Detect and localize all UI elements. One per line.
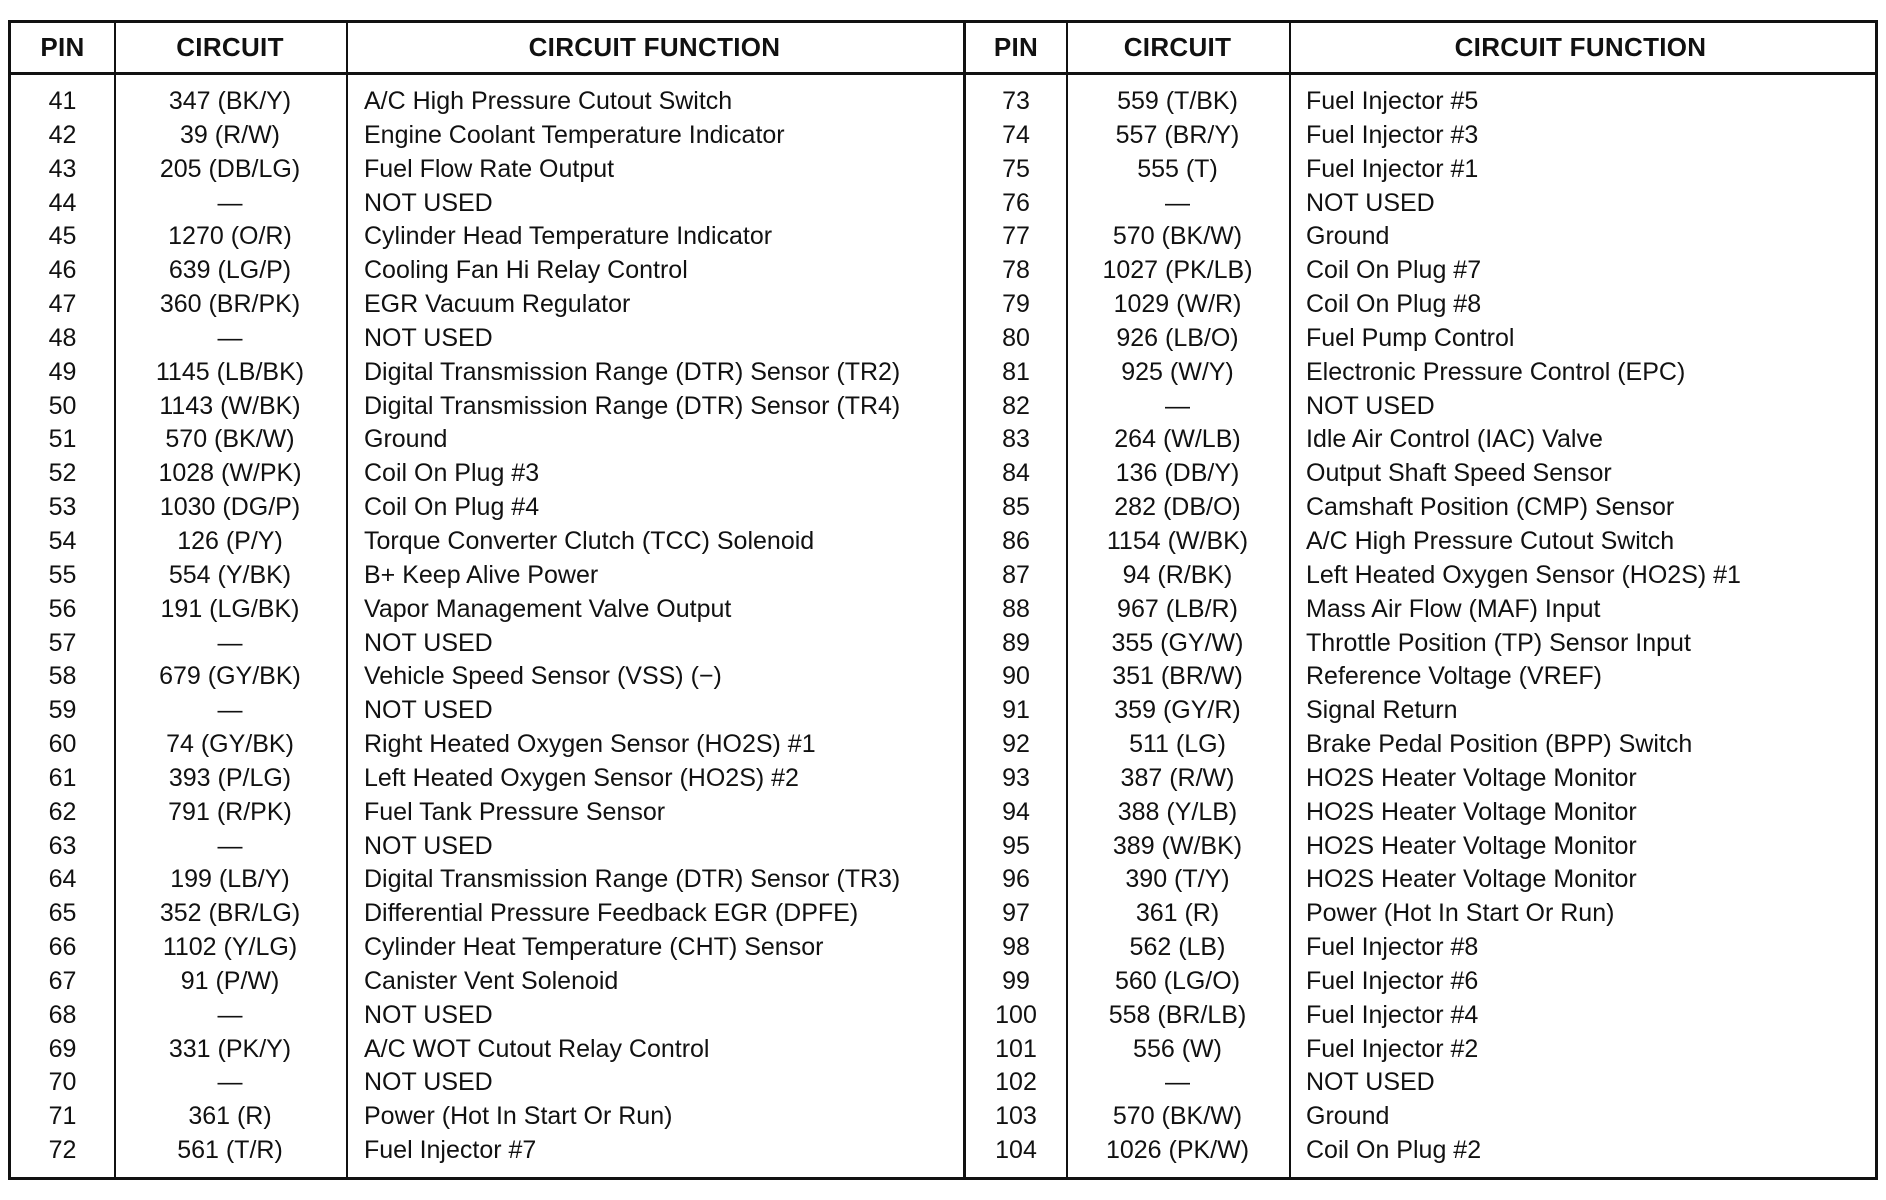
circuit-cell: —	[1165, 391, 1190, 420]
table-row	[966, 660, 1875, 694]
table-row	[966, 423, 1875, 457]
table-row	[966, 390, 1875, 424]
pin-cell: 93	[1002, 763, 1030, 792]
pin-cell: 64	[48, 865, 77, 894]
table-row	[11, 728, 963, 762]
table-row	[11, 1066, 963, 1100]
pin-cell: 51	[48, 425, 77, 454]
function-cell: Coil On Plug #8	[1306, 290, 1482, 319]
circuit-cell: 205 (DB/LG)	[159, 154, 301, 183]
pin-cell: 63	[48, 831, 77, 860]
table-row	[11, 119, 963, 153]
table-row	[966, 85, 1875, 119]
table-row	[11, 863, 963, 897]
table-row	[966, 1100, 1875, 1134]
circuit-cell: 557 (BR/Y)	[1115, 120, 1240, 149]
table-row	[966, 627, 1875, 661]
function-cell: Throttle Position (TP) Sensor Input	[1306, 628, 1691, 657]
circuit-cell: 393 (P/LG)	[168, 763, 292, 792]
pin-cell: 49	[48, 357, 77, 386]
table-row	[11, 796, 963, 830]
circuit-cell: —	[217, 628, 243, 657]
circuit-cell: 191 (LG/BK)	[160, 594, 300, 623]
pin-cell: 43	[48, 154, 77, 183]
function-cell: Fuel Pump Control	[1306, 323, 1515, 352]
circuit-cell: 74 (GY/BK)	[166, 730, 294, 759]
circuit-cell: 282 (DB/O)	[1114, 493, 1241, 522]
circuit-cell: 91 (P/W)	[180, 966, 280, 995]
table-row	[11, 965, 963, 999]
circuit-cell: 359 (GY/R)	[1114, 696, 1241, 725]
circuit-cell: 560 (LG/O)	[1114, 966, 1241, 995]
function-cell: Fuel Injector #2	[1306, 1034, 1479, 1063]
function-cell: Vehicle Speed Sensor (VSS) (−)	[364, 662, 722, 691]
pin-cell: 89	[1002, 628, 1030, 657]
function-cell: NOT USED	[364, 696, 493, 725]
table-row	[966, 694, 1875, 728]
function-cell: Digital Transmission Range (DTR) Sensor (TR4)	[364, 391, 901, 420]
table-row	[11, 390, 963, 424]
function-cell: Ground	[1306, 222, 1390, 251]
function-cell: Signal Return	[1306, 696, 1458, 725]
table-row	[11, 559, 963, 593]
circuit-cell: 558 (BR/LB)	[1108, 1000, 1247, 1029]
function-cell: NOT USED	[364, 1068, 493, 1097]
circuit-cell: 1270 (O/R)	[168, 222, 292, 251]
table-row	[11, 288, 963, 322]
circuit-cell: 126 (P/Y)	[177, 526, 283, 555]
pin-cell: 44	[48, 188, 77, 217]
rows-left	[11, 85, 963, 1168]
table-row	[966, 457, 1875, 491]
table-row	[11, 830, 963, 864]
pin-cell: 88	[1002, 594, 1030, 623]
function-cell: NOT USED	[364, 831, 493, 860]
circuit-cell: —	[1165, 1068, 1190, 1097]
function-cell: Canister Vent Solenoid	[364, 966, 619, 995]
pin-cell: 87	[1002, 560, 1030, 589]
function-cell: Right Heated Oxygen Sensor (HO2S) #1	[364, 730, 816, 759]
circuit-cell: 570 (BK/W)	[1112, 222, 1243, 251]
table-row	[966, 322, 1875, 356]
circuit-cell: 360 (BR/PK)	[159, 290, 301, 319]
circuit-cell: 791 (R/PK)	[168, 797, 292, 826]
function-cell: NOT USED	[364, 1000, 493, 1029]
function-cell: NOT USED	[1306, 188, 1435, 217]
function-cell: Ground	[1306, 1102, 1390, 1131]
pin-cell: 102	[995, 1068, 1037, 1097]
table-row	[966, 187, 1875, 221]
table-row	[11, 187, 963, 221]
function-cell: NOT USED	[364, 628, 493, 657]
table-row	[966, 965, 1875, 999]
circuit-cell: 556 (W)	[1133, 1034, 1222, 1063]
circuit-cell: 199 (LB/Y)	[170, 865, 290, 894]
pin-cell: 54	[48, 526, 77, 555]
pin-cell: 92	[1002, 730, 1030, 759]
function-cell: A/C High Pressure Cutout Switch	[364, 87, 733, 115]
circuit-cell: 1143 (W/BK)	[159, 391, 301, 420]
pin-cell: 77	[1002, 222, 1030, 251]
pin-cell: 68	[48, 1000, 77, 1029]
function-cell: Power (Hot In Start Or Run)	[1306, 899, 1615, 928]
pin-cell: 71	[48, 1102, 77, 1131]
function-cell: Fuel Injector #5	[1306, 87, 1479, 115]
table-row	[11, 627, 963, 661]
pin-cell: 62	[48, 797, 77, 826]
table-row	[11, 1100, 963, 1134]
pin-cell: 46	[48, 256, 77, 285]
circuit-cell: 967 (LB/R)	[1117, 594, 1238, 623]
circuit-cell: 94 (R/BK)	[1122, 560, 1233, 589]
function-cell: HO2S Heater Voltage Monitor	[1306, 865, 1637, 894]
function-cell: Cooling Fan Hi Relay Control	[364, 256, 688, 285]
table-row	[11, 356, 963, 390]
circuit-cell: —	[217, 323, 243, 352]
circuit-cell: 1102 (Y/LG)	[162, 933, 298, 962]
pin-cell: 99	[1002, 966, 1030, 995]
circuit-cell: 361 (R)	[188, 1102, 272, 1131]
table-row	[11, 254, 963, 288]
function-cell: Fuel Injector #1	[1306, 154, 1479, 183]
pin-cell: 74	[1002, 120, 1030, 149]
pin-cell: 97	[1002, 899, 1030, 928]
header-circuit-function: CIRCUIT FUNCTION	[1454, 32, 1707, 62]
pin-cell: 85	[1002, 493, 1030, 522]
header-pin: PIN	[40, 32, 85, 62]
pin-cell: 45	[48, 222, 77, 251]
table-row	[966, 728, 1875, 762]
pin-cell: 59	[48, 696, 77, 725]
circuit-cell: 352 (BR/LG)	[159, 899, 301, 928]
circuit-cell: 136 (DB/Y)	[1115, 459, 1240, 488]
circuit-cell: 511 (LG)	[1129, 730, 1226, 759]
circuit-cell: 562 (LB)	[1129, 933, 1226, 962]
circuit-cell: 264 (W/LB)	[1114, 425, 1241, 454]
pin-cell: 73	[1002, 87, 1030, 115]
table-row	[966, 999, 1875, 1033]
pin-cell: 66	[48, 933, 77, 962]
function-cell: Reference Voltage (VREF)	[1306, 662, 1602, 691]
circuit-cell: 559 (T/BK)	[1117, 87, 1238, 115]
pin-cell: 65	[48, 899, 77, 928]
table-row	[966, 525, 1875, 559]
pin-cell: 67	[48, 966, 77, 995]
circuit-cell: 387 (R/W)	[1120, 763, 1235, 792]
function-cell: Left Heated Oxygen Sensor (HO2S) #2	[364, 763, 799, 792]
circuit-cell: 639 (LG/P)	[168, 256, 292, 285]
function-cell: NOT USED	[1306, 1068, 1435, 1097]
pin-cell: 81	[1002, 357, 1030, 386]
pin-cell: 42	[48, 120, 77, 149]
circuit-cell: 1028 (W/PK)	[158, 459, 302, 488]
circuit-cell: 570 (BK/W)	[1112, 1102, 1243, 1131]
function-cell: Fuel Injector #8	[1306, 933, 1479, 962]
function-cell: Coil On Plug #4	[364, 493, 540, 522]
pin-cell: 53	[48, 493, 77, 522]
function-cell: NOT USED	[364, 188, 493, 217]
pin-cell: 79	[1002, 290, 1030, 319]
pin-cell: 82	[1002, 391, 1030, 420]
pin-cell: 100	[995, 1000, 1037, 1029]
pin-cell: 52	[48, 459, 77, 488]
pin-cell: 58	[48, 662, 77, 691]
table-row	[966, 1134, 1875, 1168]
table-row	[11, 660, 963, 694]
table-row	[966, 559, 1875, 593]
pin-cell: 76	[1002, 188, 1030, 217]
table-row	[11, 457, 963, 491]
pin-cell: 91	[1002, 696, 1030, 725]
pin-cell: 60	[48, 730, 77, 759]
table-row	[966, 356, 1875, 390]
function-cell: Power (Hot In Start Or Run)	[364, 1102, 673, 1131]
function-cell: Electronic Pressure Control (EPC)	[1306, 357, 1686, 386]
header-circuit-function: CIRCUIT FUNCTION	[528, 32, 781, 62]
pin-cell: 69	[48, 1034, 77, 1063]
table-row	[11, 525, 963, 559]
table-row	[11, 762, 963, 796]
table-row	[966, 897, 1875, 931]
pin-cell: 72	[48, 1136, 77, 1165]
table-row	[966, 254, 1875, 288]
pin-cell: 96	[1002, 865, 1030, 894]
rows-right	[966, 85, 1875, 1168]
pin-cell: 101	[995, 1034, 1037, 1063]
circuit-cell: 679 (GY/BK)	[159, 662, 301, 691]
function-cell: HO2S Heater Voltage Monitor	[1306, 797, 1637, 826]
pin-cell: 55	[48, 560, 77, 589]
function-cell: Brake Pedal Position (BPP) Switch	[1306, 730, 1693, 759]
table-row	[966, 796, 1875, 830]
pin-cell: 98	[1002, 933, 1030, 962]
circuit-cell: —	[217, 1000, 243, 1029]
table-row	[966, 1033, 1875, 1067]
function-cell: Differential Pressure Feedback EGR (DPFE)	[364, 899, 859, 928]
circuit-cell: —	[217, 831, 243, 860]
table-row	[11, 423, 963, 457]
table-row	[966, 288, 1875, 322]
pin-cell: 57	[48, 628, 77, 657]
pin-cell: 83	[1002, 425, 1030, 454]
function-cell: HO2S Heater Voltage Monitor	[1306, 831, 1637, 860]
circuit-cell: 351 (BR/W)	[1112, 662, 1243, 691]
function-cell: Digital Transmission Range (DTR) Sensor (TR2)	[364, 357, 901, 386]
circuit-cell: —	[217, 1068, 243, 1097]
function-cell: HO2S Heater Voltage Monitor	[1306, 763, 1637, 792]
function-cell: A/C High Pressure Cutout Switch	[1306, 526, 1675, 555]
function-cell: Fuel Injector #4	[1306, 1000, 1479, 1029]
pin-cell: 50	[48, 391, 77, 420]
circuit-cell: 1030 (DG/P)	[159, 493, 301, 522]
function-cell: Fuel Tank Pressure Sensor	[364, 797, 666, 826]
pin-cell: 84	[1002, 459, 1030, 488]
function-cell: Idle Air Control (IAC) Valve	[1306, 425, 1603, 454]
circuit-cell: 331 (PK/Y)	[168, 1034, 292, 1063]
function-cell: Cylinder Head Temperature Indicator	[364, 222, 773, 251]
table-row	[11, 85, 963, 119]
pin-cell: 90	[1002, 662, 1030, 691]
function-cell: Left Heated Oxygen Sensor (HO2S) #1	[1306, 560, 1741, 589]
function-cell: B+ Keep Alive Power	[364, 560, 599, 589]
circuit-cell: 1145 (LB/BK)	[155, 357, 305, 386]
table-row	[11, 999, 963, 1033]
circuit-cell: 570 (BK/W)	[165, 425, 295, 454]
function-cell: Camshaft Position (CMP) Sensor	[1306, 493, 1675, 522]
circuit-cell: 347 (BK/Y)	[168, 87, 292, 115]
function-cell: Coil On Plug #7	[1306, 256, 1482, 285]
pin-cell: 61	[48, 763, 77, 792]
table-row	[966, 593, 1875, 627]
circuit-cell: 389 (W/BK)	[1112, 831, 1243, 860]
circuit-cell: 926 (LB/O)	[1116, 323, 1239, 352]
table-row	[11, 1033, 963, 1067]
function-cell: Fuel Injector #3	[1306, 120, 1479, 149]
pinout-table-left	[8, 20, 966, 1180]
function-cell: Fuel Injector #7	[364, 1136, 537, 1165]
function-cell: Torque Converter Clutch (TCC) Solenoid	[364, 526, 815, 555]
function-cell: Mass Air Flow (MAF) Input	[1306, 594, 1601, 623]
circuit-cell: —	[217, 188, 243, 217]
table-row	[966, 863, 1875, 897]
pinout-sheet	[8, 20, 1878, 1180]
table-row	[11, 153, 963, 187]
function-cell: Cylinder Heat Temperature (CHT) Sensor	[364, 933, 824, 962]
function-cell: Vapor Management Valve Output	[364, 594, 732, 623]
table-row	[966, 1066, 1875, 1100]
circuit-cell: 1027 (PK/LB)	[1102, 256, 1253, 285]
table-header-right	[966, 23, 1875, 75]
function-cell: NOT USED	[364, 323, 493, 352]
circuit-cell: 554 (Y/BK)	[168, 560, 292, 589]
table-row	[966, 153, 1875, 187]
circuit-cell: —	[1165, 188, 1190, 217]
circuit-cell: 561 (T/R)	[177, 1136, 283, 1165]
table-row	[11, 593, 963, 627]
pin-cell: 75	[1002, 154, 1030, 183]
table-row	[966, 830, 1875, 864]
function-cell: Fuel Injector #6	[1306, 966, 1479, 995]
circuit-cell: 1026 (PK/W)	[1105, 1136, 1250, 1165]
function-cell: A/C WOT Cutout Relay Control	[364, 1034, 710, 1063]
pin-cell: 94	[1002, 797, 1030, 826]
pin-cell: 70	[48, 1068, 77, 1097]
pinout-table-right	[966, 20, 1878, 1180]
table-row	[966, 931, 1875, 965]
table-row	[11, 491, 963, 525]
function-cell: NOT USED	[1306, 391, 1435, 420]
function-cell: Engine Coolant Temperature Indicator	[364, 120, 785, 149]
table-row	[966, 220, 1875, 254]
function-cell: Ground	[364, 425, 448, 454]
table-row	[11, 1134, 963, 1168]
circuit-cell: 388 (Y/LB)	[1117, 797, 1238, 826]
pin-cell: 104	[995, 1136, 1037, 1165]
pin-cell: 95	[1002, 831, 1030, 860]
circuit-cell: 925 (W/Y)	[1121, 357, 1234, 386]
circuit-cell: —	[217, 696, 243, 725]
header-circuit: CIRCUIT	[1123, 32, 1232, 62]
table-row	[11, 694, 963, 728]
pin-cell: 80	[1002, 323, 1030, 352]
table-row	[11, 897, 963, 931]
circuit-cell: 355 (GY/W)	[1111, 628, 1244, 657]
circuit-cell: 1154 (W/BK)	[1106, 526, 1249, 555]
table-row	[11, 220, 963, 254]
circuit-cell: 1029 (W/R)	[1113, 290, 1242, 319]
pin-cell: 56	[48, 594, 77, 623]
function-cell: Coil On Plug #3	[364, 459, 540, 488]
table-row	[966, 491, 1875, 525]
function-cell: Coil On Plug #2	[1306, 1136, 1482, 1165]
pin-cell: 103	[995, 1102, 1037, 1131]
table-row	[966, 119, 1875, 153]
table-row	[11, 322, 963, 356]
function-cell: Fuel Flow Rate Output	[364, 154, 615, 183]
header-circuit: CIRCUIT	[176, 32, 284, 62]
function-cell: Digital Transmission Range (DTR) Sensor (TR3)	[364, 865, 901, 894]
pin-cell: 86	[1002, 526, 1030, 555]
table-row	[966, 762, 1875, 796]
function-cell: EGR Vacuum Regulator	[364, 290, 631, 319]
pin-cell: 47	[48, 290, 77, 319]
pin-cell: 48	[48, 323, 77, 352]
header-pin: PIN	[993, 32, 1039, 62]
pin-cell: 41	[48, 87, 77, 115]
table-row	[11, 931, 963, 965]
circuit-cell: 39 (R/W)	[180, 120, 280, 149]
function-cell: Output Shaft Speed Sensor	[1306, 459, 1612, 488]
circuit-cell: 555 (T)	[1137, 154, 1218, 183]
circuit-cell: 361 (R)	[1135, 899, 1220, 928]
table-header-left	[11, 23, 963, 75]
pin-cell: 78	[1002, 256, 1030, 285]
circuit-cell: 390 (T/Y)	[1125, 865, 1230, 894]
